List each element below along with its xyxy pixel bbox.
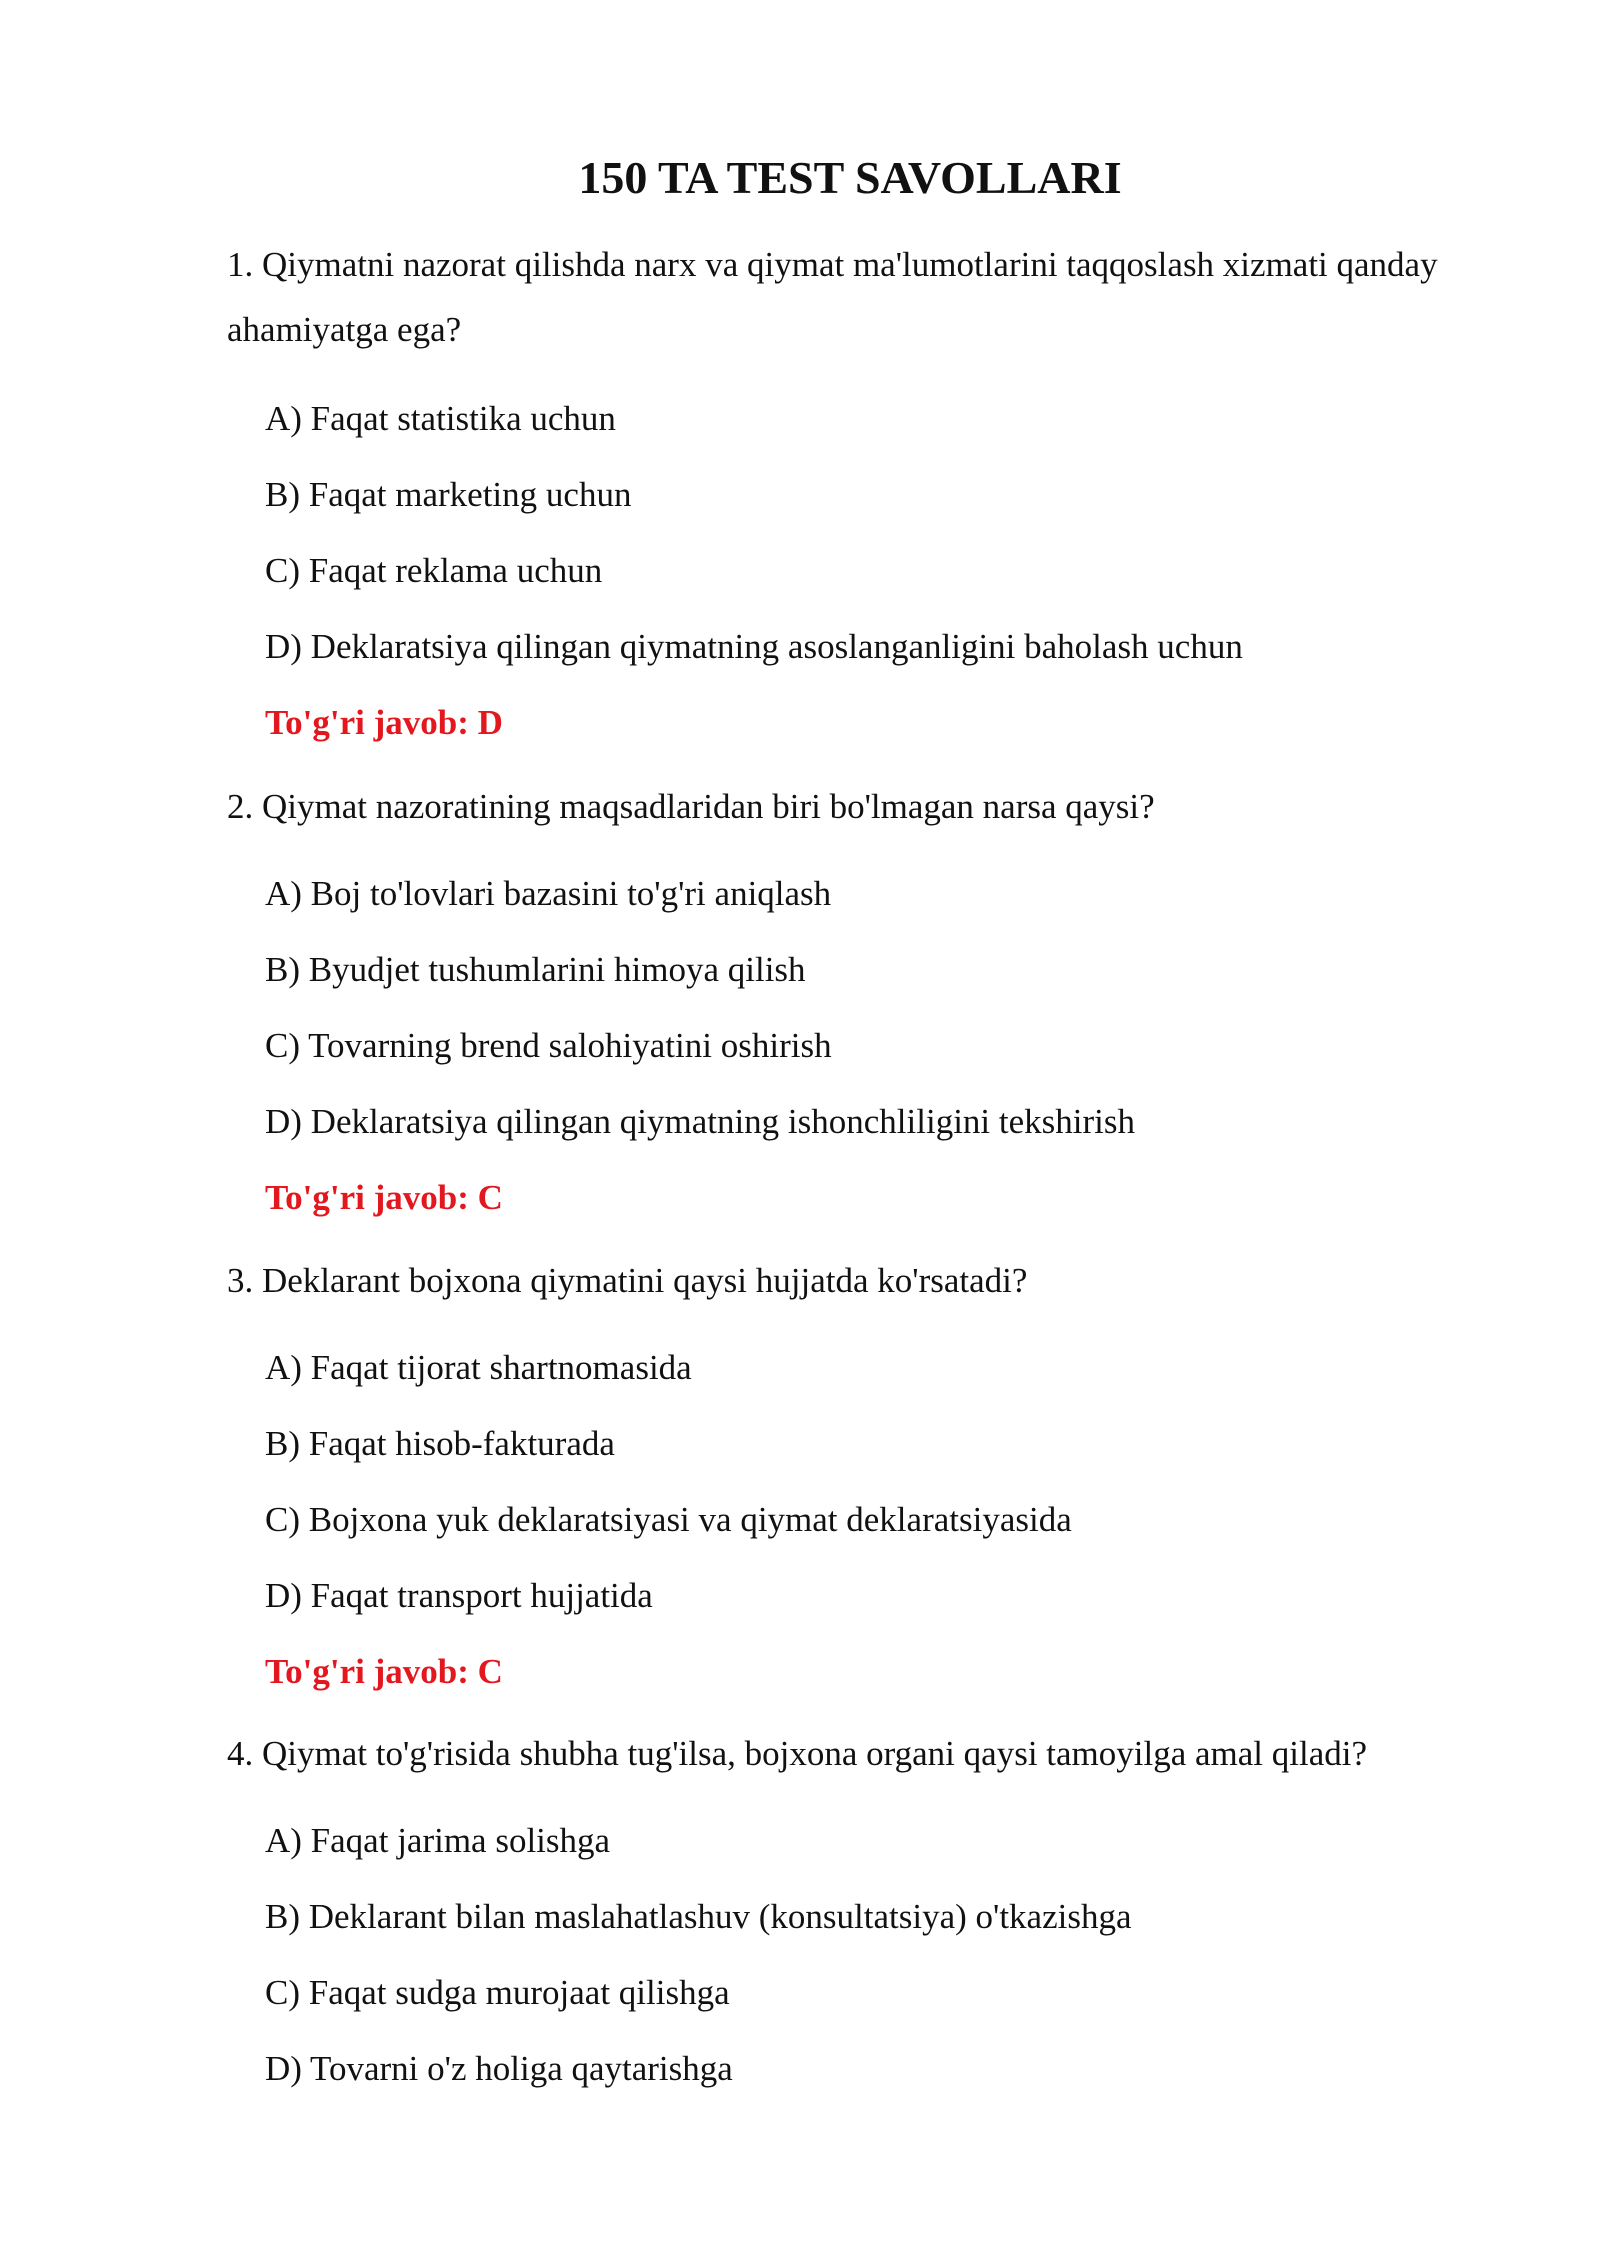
answer-option: D) Deklaratsiya qilingan qiymatning asoslanganligini baholash uchun <box>265 627 1243 666</box>
correct-answer: To'g'ri javob: C <box>265 1178 503 1217</box>
correct-answer: To'g'ri javob: C <box>265 1652 503 1691</box>
answer-option: B) Deklarant bilan maslahatlashuv (konsultatsiya) o'tkazishga <box>265 1897 1132 1936</box>
question-text: 1. Qiymatni nazorat qilishda narx va qiymat ma'lumotlarini taqqoslash xizmati qanday ahamiyatga ega? <box>227 245 1438 349</box>
answer-option: C) Tovarning brend salohiyatini oshirish <box>265 1026 832 1065</box>
answer-option: A) Boj to'lovlari bazasini to'g'ri aniqlash <box>265 874 832 913</box>
answer-option: D) Tovarni o'z holiga qaytarishga <box>265 2049 733 2088</box>
answer-option: B) Faqat hisob-fakturada <box>265 1424 615 1463</box>
question-text: 4. Qiymat to'g'risida shubha tug'ilsa, bojxona organi qaysi tamoyilga amal qiladi? <box>227 1734 1368 1773</box>
document-title: 150 TA TEST SAVOLLARI <box>578 152 1122 203</box>
question-text: 2. Qiymat nazoratining maqsadlaridan biri bo'lmagan narsa qaysi? <box>227 787 1155 826</box>
answer-option: A) Faqat jarima solishga <box>265 1821 611 1860</box>
answer-option: A) Faqat tijorat shartnomasida <box>265 1348 692 1387</box>
answer-option: D) Faqat transport hujjatida <box>265 1576 653 1615</box>
correct-answer: To'g'ri javob: D <box>265 703 503 742</box>
answer-option: C) Faqat sudga murojaat qilishga <box>265 1973 730 2012</box>
answer-option: C) Faqat reklama uchun <box>265 551 603 590</box>
answer-option: B) Faqat marketing uchun <box>265 475 632 514</box>
answer-option: A) Faqat statistika uchun <box>265 399 616 438</box>
answer-option: B) Byudjet tushumlarini himoya qilish <box>265 950 806 989</box>
question-text: 3. Deklarant bojxona qiymatini qaysi hujjatda ko'rsatadi? <box>227 1261 1028 1300</box>
answer-option: D) Deklaratsiya qilingan qiymatning ishonchliligini tekshirish <box>265 1102 1136 1141</box>
answer-option: C) Bojxona yuk deklaratsiyasi va qiymat deklaratsiyasida <box>265 1500 1072 1539</box>
